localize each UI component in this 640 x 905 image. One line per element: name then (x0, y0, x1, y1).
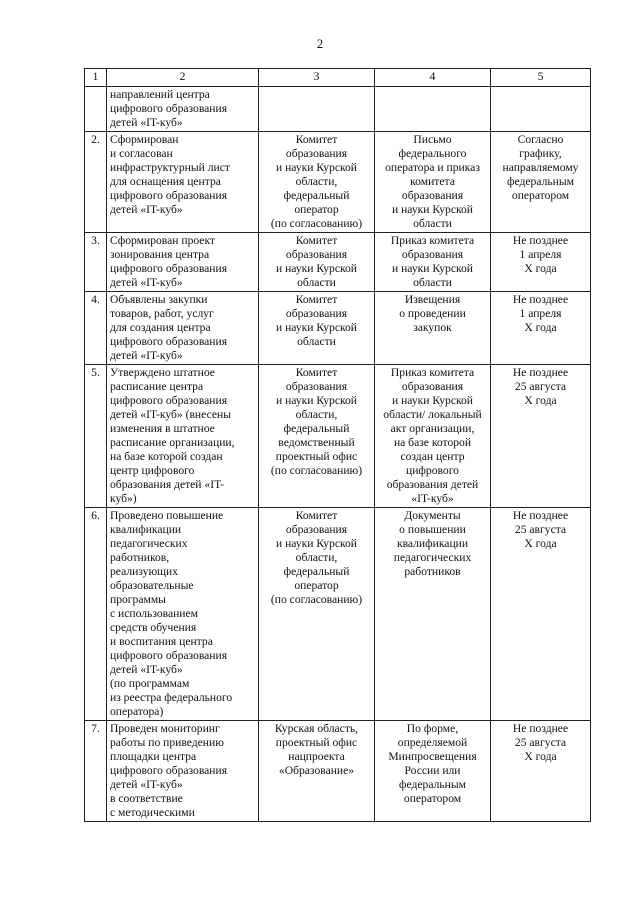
table-row (85, 132, 591, 233)
cell-line: педагогических (110, 537, 188, 550)
cell-line: с методическими (110, 806, 195, 819)
cell-line: оператор (294, 579, 339, 592)
cell-line: Согласно (517, 133, 564, 146)
cell-line: и воспитания центра (110, 635, 213, 648)
document-cell (375, 87, 491, 132)
table-row (85, 292, 591, 365)
cell-line: «Образование» (278, 764, 355, 777)
cell-line: образования (285, 248, 348, 261)
document-cell (375, 721, 491, 822)
cell-line: и науки Курской (275, 537, 358, 550)
cell-line: оператора и приказ (385, 161, 480, 174)
table-row (85, 87, 591, 132)
cell-line: направляемому (502, 161, 579, 174)
event-cell (107, 721, 259, 822)
cell-line: России или (404, 764, 461, 777)
document-cell (375, 233, 491, 292)
table-row (85, 233, 591, 292)
cell-line: Утверждено штатное (110, 366, 215, 379)
cell-line: (по согласованию) (270, 217, 363, 230)
cell-line: акт организации, (390, 422, 475, 435)
cell-line: области (413, 217, 452, 230)
cell-line: расписание центра (110, 380, 204, 393)
deadline-cell (491, 87, 591, 132)
cell-line: средств обучения (110, 621, 197, 634)
deadline-cell (491, 721, 591, 822)
cell-line: По форме, (406, 722, 459, 735)
cell-line: образования (401, 189, 464, 202)
column-number: 4 (375, 69, 491, 87)
cell-line: образования (285, 380, 348, 393)
cell-line: и науки Курской (275, 321, 358, 334)
deadline-cell (491, 132, 591, 233)
deadline-cell (491, 292, 591, 365)
cell-line: работников (404, 565, 461, 578)
document-cell (375, 508, 491, 721)
cell-line: ведомственный (278, 436, 355, 449)
responsible-cell (259, 365, 375, 508)
cell-line: квалификации (396, 537, 469, 550)
cell-line: работы по приведению (110, 736, 224, 749)
cell-line: образования детей (386, 478, 479, 491)
responsible-cell (259, 721, 375, 822)
event-cell (107, 233, 259, 292)
cell-line: и науки Курской (275, 394, 358, 407)
cell-line: создан центр (400, 450, 465, 463)
cell-line: детей «IT-куб» (110, 203, 183, 216)
cell-line: оператор (294, 203, 339, 216)
cell-line: Извещения (404, 293, 461, 306)
cell-line: Приказ комитета (390, 366, 475, 379)
event-cell (107, 132, 259, 233)
cell-line: цифрового образования (110, 764, 228, 777)
event-cell (107, 508, 259, 721)
cell-line: Приказ комитета (390, 234, 475, 247)
row-number: 3. (85, 233, 107, 292)
cell-line: Объявлены закупки (110, 293, 208, 306)
cell-line: цифрового образования (110, 649, 228, 662)
event-cell (107, 87, 259, 132)
cell-line: Не позднее (512, 509, 569, 522)
cell-line: Минпросвещения (388, 750, 477, 763)
cell-line: нацпроекта (288, 750, 345, 763)
cell-line: области, (295, 408, 338, 421)
page-number: 2 (316, 36, 324, 51)
cell-line: Документы (404, 509, 461, 522)
row-number: 6. (85, 508, 107, 721)
cell-line: направлений центра (110, 88, 210, 101)
cell-line: и науки Курской (275, 161, 358, 174)
cell-line: зонирования центра (110, 248, 210, 261)
cell-line: образования (401, 248, 464, 261)
cell-line: комитета (410, 175, 455, 188)
row-number: 5. (85, 365, 107, 508)
cell-line: и науки Курской (391, 203, 474, 216)
responsible-cell (259, 87, 375, 132)
cell-line: X года (524, 394, 557, 407)
cell-line: куб») (110, 492, 137, 505)
cell-line: Комитет (295, 234, 338, 247)
column-number: 3 (259, 69, 375, 87)
row-number: 4. (85, 292, 107, 365)
cell-line: образовательные (110, 579, 194, 592)
cell-line: федеральным (507, 175, 574, 188)
cell-line: образования детей «IT- (110, 478, 224, 491)
cell-line: Не позднее (512, 234, 569, 247)
cell-line: 25 августа (514, 523, 567, 536)
cell-line: цифрового (406, 464, 459, 477)
cell-line: проектный офис (275, 736, 358, 749)
document-cell (375, 365, 491, 508)
cell-line: педагогических (393, 551, 472, 564)
cell-line: и науки Курской (391, 262, 474, 275)
cell-line: области (297, 335, 336, 348)
cell-line: цифрового образования (110, 102, 228, 115)
cell-line: детей «IT-куб» (110, 663, 183, 676)
cell-line: (по согласованию) (270, 464, 363, 477)
cell-line: области, (295, 175, 338, 188)
cell-line: образования (285, 307, 348, 320)
cell-line: Не позднее (512, 293, 569, 306)
responsible-cell (259, 233, 375, 292)
cell-line: (по согласованию) (270, 593, 363, 606)
cell-line: федеральный (283, 189, 350, 202)
deadline-cell (491, 365, 591, 508)
cell-line: программы (110, 593, 166, 606)
column-number: 1 (85, 69, 107, 87)
responsible-cell (259, 508, 375, 721)
cell-line: реализующих (110, 565, 179, 578)
row-number (85, 87, 107, 132)
cell-line: Сформирован (110, 133, 179, 146)
cell-line: в соответствие (110, 792, 183, 805)
cell-line: образования (285, 147, 348, 160)
cell-line: товаров, работ, услуг (110, 307, 214, 320)
cell-line: образования (401, 380, 464, 393)
cell-line: и согласован (110, 147, 173, 160)
cell-line: для оснащения центра (110, 175, 221, 188)
cell-line: Не позднее (512, 722, 569, 735)
cell-line: Не позднее (512, 366, 569, 379)
cell-line: детей «IT-куб» (110, 116, 183, 129)
cell-line: с использованием (110, 607, 198, 620)
cell-line: из реестра федерального (110, 691, 233, 704)
cell-line: X года (524, 537, 557, 550)
plan-table (84, 68, 591, 822)
cell-line: цифрового образования (110, 394, 228, 407)
cell-line: изменения в штатное (110, 422, 215, 435)
cell-line: детей «IT-куб» (110, 276, 183, 289)
cell-line: цифрового образования (110, 189, 228, 202)
row-number: 2. (85, 132, 107, 233)
cell-line: области (297, 276, 336, 289)
cell-line: квалификации (110, 523, 182, 536)
cell-line: детей «IT-куб» (110, 778, 183, 791)
cell-line: на базе которой создан (110, 450, 223, 463)
table-row (85, 508, 591, 721)
cell-line: X года (524, 321, 557, 334)
deadline-cell (491, 233, 591, 292)
cell-line: Курская область, (274, 722, 359, 735)
table-row (85, 721, 591, 822)
column-numbers-row (85, 69, 591, 87)
cell-line: Сформирован проект (110, 234, 216, 247)
cell-line: X года (524, 750, 557, 763)
cell-line: для создания центра (110, 321, 211, 334)
cell-line: о повышении (399, 523, 466, 536)
row-number: 7. (85, 721, 107, 822)
cell-line: графику, (519, 147, 562, 160)
cell-line: расписание организации, (110, 436, 235, 449)
cell-line: X года (524, 262, 557, 275)
cell-line: «IT-куб» (411, 492, 454, 505)
cell-line: закупок (413, 321, 452, 334)
cell-line: Комитет (295, 293, 338, 306)
column-number: 2 (107, 69, 259, 87)
cell-line: области (413, 276, 452, 289)
cell-line: 1 апреля (519, 248, 562, 261)
cell-line: работников, (110, 551, 170, 564)
deadline-cell (491, 508, 591, 721)
cell-line: Комитет (295, 133, 338, 146)
document-cell (375, 132, 491, 233)
document-cell (375, 292, 491, 365)
cell-line: детей «IT-куб» (внесены (110, 408, 232, 421)
cell-line: Проведено повышение (110, 509, 224, 522)
responsible-cell (259, 292, 375, 365)
cell-line: (по программам (110, 677, 190, 690)
cell-line: Комитет (295, 366, 338, 379)
table-row (85, 365, 591, 508)
cell-line: оператором (403, 792, 462, 805)
cell-line: инфраструктурный лист (110, 161, 230, 174)
cell-line: Письмо (413, 133, 452, 146)
cell-line: определяемой (397, 736, 468, 749)
cell-line: 25 августа (514, 736, 567, 749)
cell-line: Проведен мониторинг (110, 722, 220, 735)
cell-line: федеральный (283, 422, 350, 435)
event-cell (107, 365, 259, 508)
cell-line: о проведении (399, 307, 466, 320)
cell-line: проектный офис (275, 450, 358, 463)
cell-line: федеральным (399, 778, 466, 791)
cell-line: федерального (398, 147, 467, 160)
cell-line: цифрового образования (110, 262, 228, 275)
cell-line: детей «IT-куб» (110, 349, 183, 362)
responsible-cell (259, 132, 375, 233)
cell-line: области, (295, 551, 338, 564)
cell-line: центр цифрового (110, 464, 195, 477)
cell-line: области/ локальный (383, 408, 482, 421)
cell-line: образования (285, 523, 348, 536)
cell-line: и науки Курской (275, 262, 358, 275)
cell-line: цифрового образования (110, 335, 228, 348)
column-number: 5 (491, 69, 591, 87)
cell-line: на базе которой (393, 436, 472, 449)
event-cell (107, 292, 259, 365)
cell-line: 1 апреля (519, 307, 562, 320)
cell-line: Комитет (295, 509, 338, 522)
cell-line: и науки Курской (391, 394, 474, 407)
cell-line: оператора) (110, 705, 164, 718)
cell-line: 25 августа (514, 380, 567, 393)
cell-line: площадки центра (110, 750, 197, 763)
cell-line: оператором (511, 189, 570, 202)
cell-line: федеральный (283, 565, 350, 578)
